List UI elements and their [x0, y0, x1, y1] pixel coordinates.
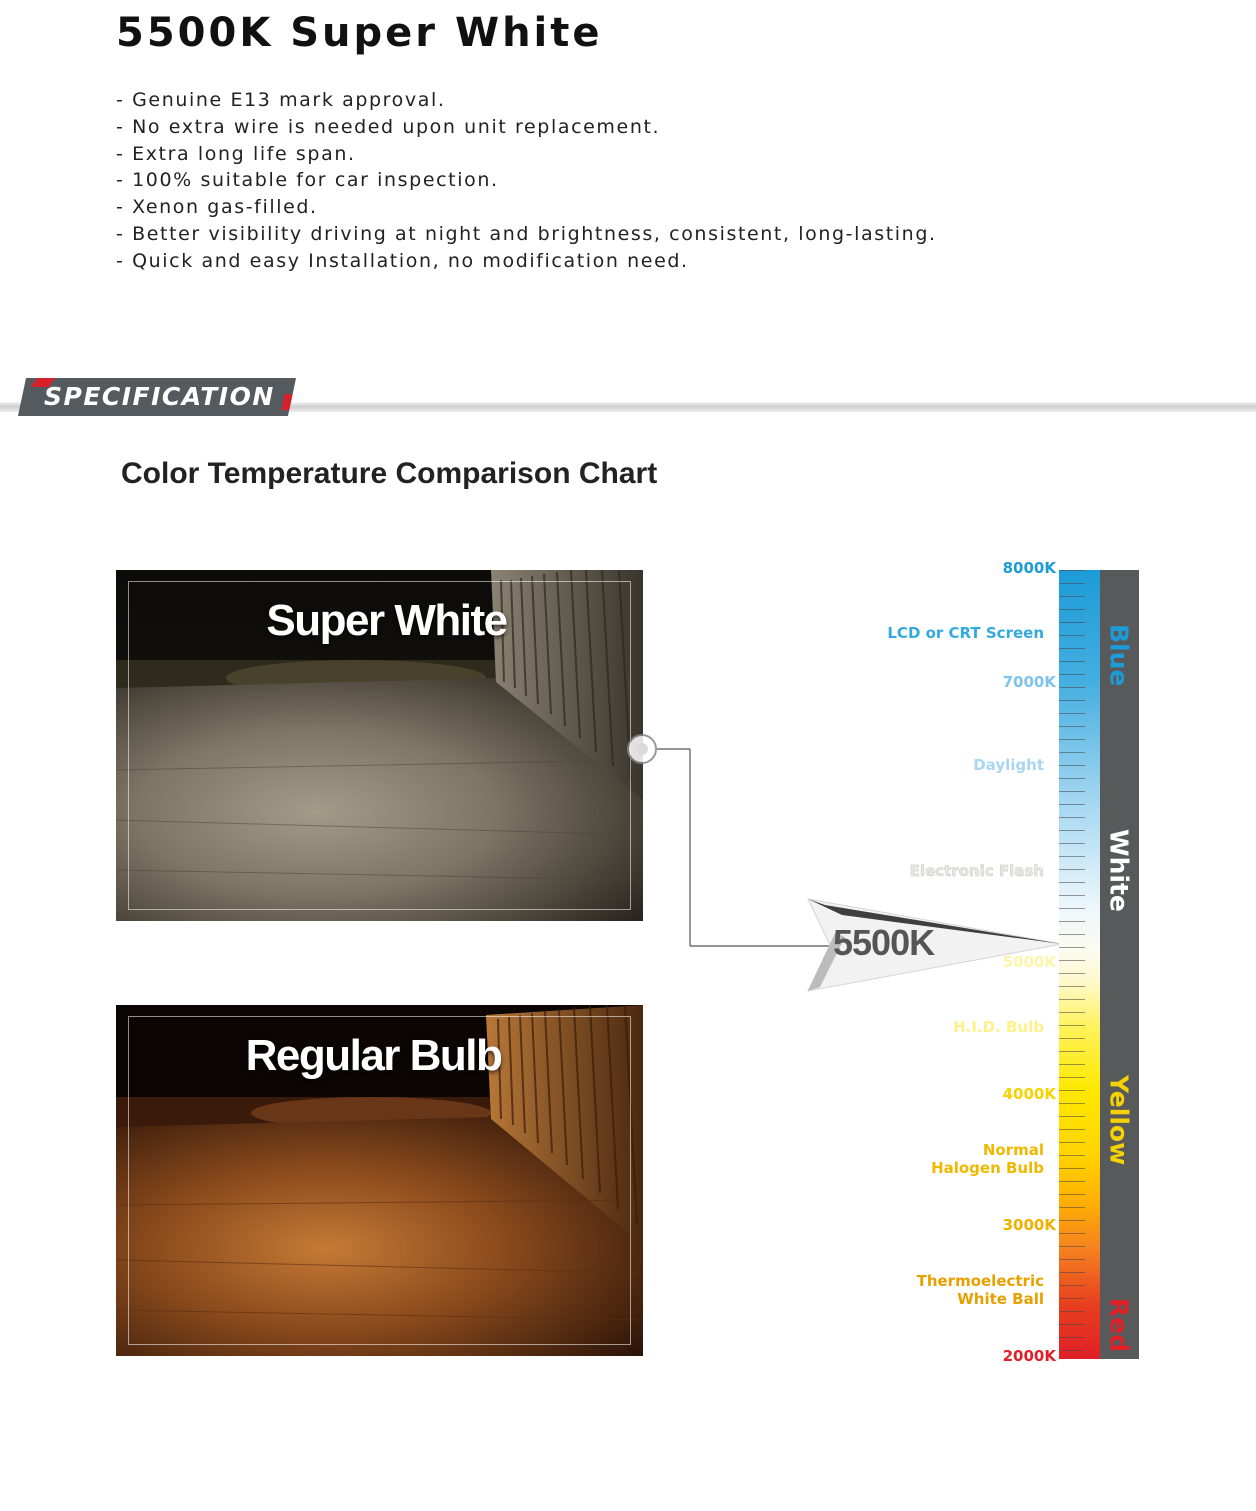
tick-label: 4000K [1002, 1085, 1056, 1103]
tick-label: 7000K [1002, 673, 1056, 691]
feature-item: - Xenon gas-filled. [116, 194, 937, 221]
super-white-photo [116, 570, 643, 921]
regular-bulb-photo [116, 1005, 643, 1356]
callout-label: 5500K [833, 922, 935, 963]
feature-item: - Extra long life span. [116, 141, 937, 168]
tick-label: 8000K [1002, 559, 1056, 577]
source-label-thermo: Thermoelectric [916, 1272, 1044, 1290]
source-label-flash: Electronic Flash [909, 862, 1044, 880]
photo-label: Super White [266, 596, 507, 645]
focus-marker-icon [636, 743, 648, 755]
feature-list [116, 87, 937, 275]
source-label-hid: H.I.D. Bulb [953, 1018, 1044, 1036]
band-label-blue: Blue [1104, 623, 1134, 687]
scale-ticks [1059, 570, 1085, 1359]
source-label-daylight: Daylight [973, 756, 1044, 774]
page-title: 5500K Super White [116, 10, 603, 56]
chart-title: Color Temperature Comparison Chart [121, 457, 658, 490]
feature-item: - No extra wire is needed upon unit replacement. [116, 114, 937, 141]
tick-label: 2000K [1002, 1347, 1056, 1365]
band-label-red: Red [1104, 1297, 1134, 1353]
feature-item: - Quick and easy Installation, no modification need. [116, 248, 937, 275]
tick-label: 5000K [1002, 953, 1056, 971]
source-label-halogen: Normal [982, 1141, 1044, 1159]
feature-item: - Genuine E13 mark approval. [116, 87, 937, 114]
band-label-yellow: Yellow [1104, 1074, 1134, 1166]
section-label: SPECIFICATION [44, 382, 275, 411]
feature-item: - 100% suitable for car inspection. [116, 167, 937, 194]
source-label-halogen: Halogen Bulb [931, 1159, 1044, 1177]
feature-item: - Better visibility driving at night and brightness, consistent, long-lasting. [116, 221, 937, 248]
specification-header [0, 376, 1256, 420]
tick-label: 3000K [1002, 1216, 1056, 1234]
band-label-white: White [1104, 828, 1134, 912]
source-label-lcd: LCD or CRT Screen [887, 624, 1044, 642]
photo-label: Regular Bulb [245, 1031, 502, 1080]
source-label-thermo: White Ball [957, 1290, 1044, 1308]
